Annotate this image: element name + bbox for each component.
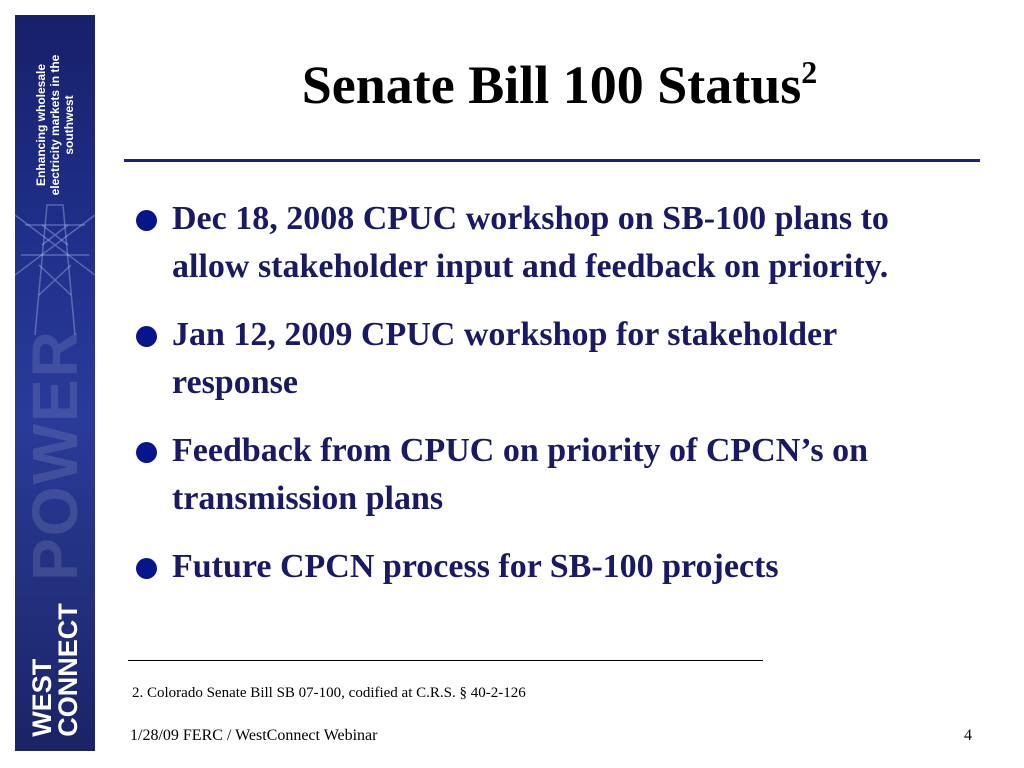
bullet-item	[134, 543, 964, 591]
transmission-tower-icon	[15, 185, 95, 345]
slide-title	[95, 52, 1024, 118]
footnote: 2. Colorado Senate Bill SB 07-100, codified at C.R.S. § 40-2-126	[132, 685, 526, 701]
bullet-text: Dec 18, 2008 CPUC workshop on SB-100 plans to allow stakeholder input and feedback on priority.	[172, 200, 889, 285]
bullet-dot-icon	[136, 558, 157, 579]
title-divider	[124, 159, 980, 162]
logo-line-connect: CONNECT	[53, 603, 83, 737]
banner-tagline: Enhancing wholesale electricity markets in the southwest	[34, 54, 76, 196]
footnote-reference: 2	[801, 54, 818, 90]
banner-watermark: POWER	[19, 329, 91, 581]
bullet-text: Jan 12, 2009 CPUC workshop for stakeholder response	[172, 316, 837, 401]
footer-caption: 1/28/09 FERC / WestConnect Webinar	[130, 727, 378, 744]
westconnect-banner	[15, 15, 95, 751]
slide-title-text: Senate Bill 100 Status	[301, 55, 802, 115]
bullet-item	[134, 311, 964, 407]
bullet-item	[134, 195, 964, 291]
bullet-dot-icon	[136, 442, 157, 463]
bullet-dot-icon	[136, 326, 157, 347]
westconnect-logo	[29, 603, 81, 737]
bullet-item	[134, 427, 964, 523]
page-number: 4	[964, 727, 972, 744]
logo-line-west: WEST	[27, 658, 57, 737]
bullet-list	[134, 195, 964, 611]
footnote-divider	[128, 660, 763, 661]
bullet-text: Future CPCN process for SB-100 projects	[172, 548, 779, 585]
bullet-text: Feedback from CPUC on priority of CPCN’s on transmission plans	[172, 432, 868, 517]
bullet-dot-icon	[136, 210, 157, 231]
